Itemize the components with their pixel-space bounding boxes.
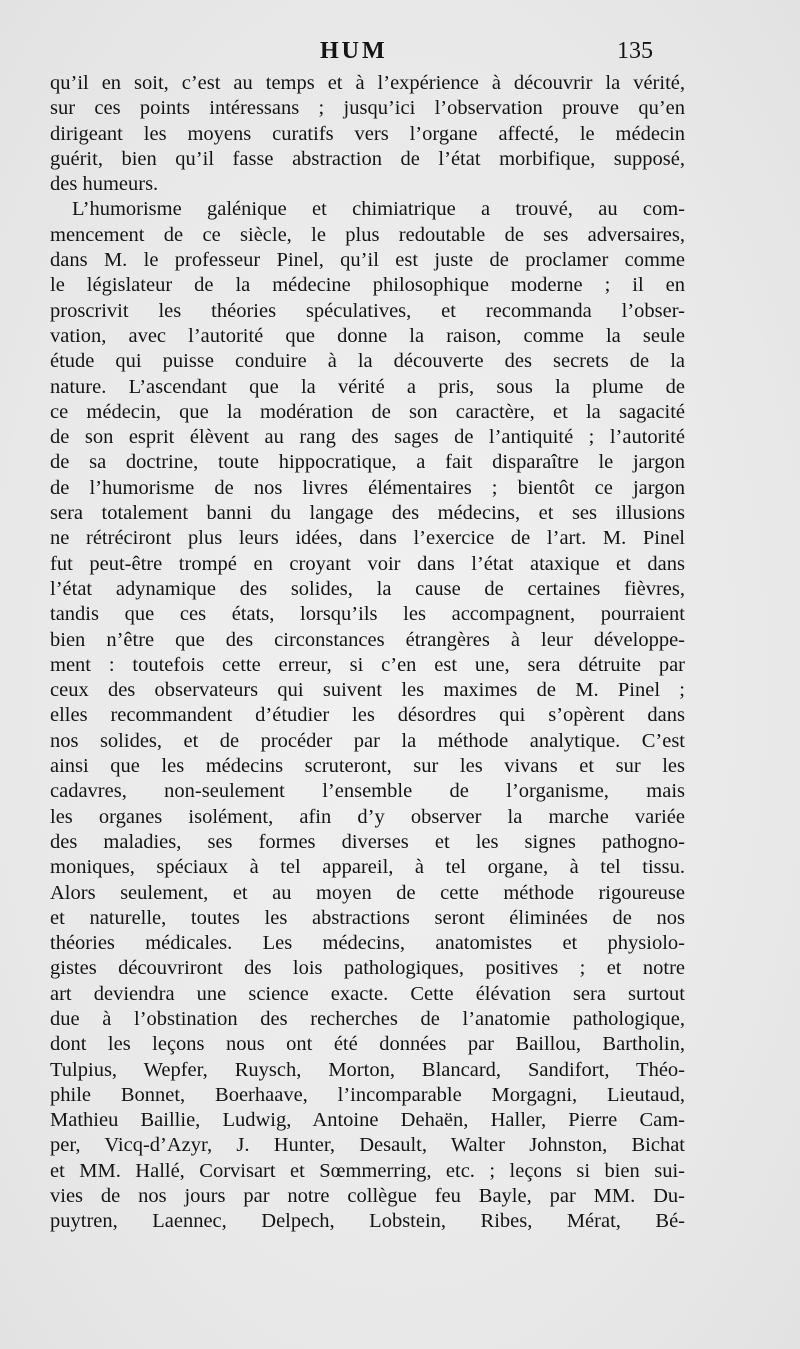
text-line: moniques, spéciaux à tel appareil, à tel organe, à tel tissu. [50,856,685,879]
text-line: qu’il en soit, c’est au temps et à l’expérience à découvrir la vérité, [50,72,685,94]
text-line: nos solides, et de procéder par la méthode analytique. C’est [50,729,685,752]
text-line: de son esprit élèvent au rang des sages de l’antiquité ; l’autorité [50,426,685,449]
text-line: le législateur de la médecine philosophique moderne ; il en [50,274,685,297]
text-line: cadavres, non-seulement l’ensemble de l’organisme, mais [50,780,685,803]
text-line: elles recommandent d’étudier les désordres qui s’opèrent dans [50,704,685,727]
text-line: dirigeant les moyens curatifs vers l’organe affecté, le médecin [50,122,685,145]
text-line: nature. L’ascendant que la vérité a pris, sous la plume de [50,375,685,398]
running-head [0,38,800,68]
text-line: Mathieu Baillie, Ludwig, Antoine Dehaën, Haller, Pierre Cam- [50,1109,685,1132]
text-line: proscrivit les théories spéculatives, et recommanda l’obser- [50,299,685,322]
text-line: des humeurs. [50,173,159,196]
text-line: l’état adynamique des solides, la cause de certaines fièvres, [50,577,685,600]
text-line: mencement de ce siècle, le plus redoutable de ses adversaires, [50,223,685,246]
text-line: phile Bonnet, Boerhaave, l’incomparable Morgagni, Lieutaud, [50,1083,685,1106]
text-line: ce médecin, que la modération de son caractère, et la sagacité [50,400,685,423]
text-line: et naturelle, toutes les abstractions seront éliminées de nos [50,906,685,929]
text-line: art deviendra une science exacte. Cette élévation sera surtout [50,982,685,1005]
text-line: théories médicales. Les médecins, anatomistes et physiolo- [50,932,685,955]
body-text [50,71,685,1235]
text-line: puytren, Laennec, Delpech, Lobstein, Ribes, Mérat, Bé- [50,1210,685,1233]
text-line: sur ces points intéressans ; jusqu’ici l’observation prouve qu’en [50,97,685,120]
text-line: de l’humorisme de nos livres élémentaires ; bientôt ce jargon [50,476,685,499]
text-line: ainsi que les médecins scruteront, sur les vivans et sur les [50,755,685,778]
text-line: vation, avec l’autorité que donne la raison, comme la seule [50,324,685,347]
text-line: tandis que ces états, lorsqu’ils les accompagnent, pourraient [50,603,685,626]
text-line: et MM. Hallé, Corvisart et Sœmmerring, etc. ; leçons si bien sui- [50,1159,685,1182]
text-line: étude qui puisse conduire à la découverte des secrets de la [50,350,685,373]
page-number: 135 [617,38,653,64]
text-line: due à l’obstination des recherches de l’anatomie pathologique, [50,1007,685,1030]
text-line: ceux des observateurs qui suivent les maximes de M. Pinel ; [50,679,685,702]
text-line: sera totalement banni du langage des médecins, et ses illusions [50,502,685,525]
text-line: ne rétréciront plus leurs idées, dans l’exercice de l’art. M. Pinel [50,527,685,550]
running-title: HUM [320,38,388,64]
text-line: Alors seulement, et au moyen de cette méthode rigoureuse [50,881,685,904]
text-line: dans M. le professeur Pinel, qu’il est juste de proclamer comme [50,249,685,272]
text-line: Tulpius, Wepfer, Ruysch, Morton, Blancard, Sandifort, Théo- [50,1058,685,1081]
text-line: dont les leçons nous ont été données par Baillou, Bartholin, [50,1033,685,1056]
text-line: fut peut-être trompé en croyant voir dans l’état ataxique et dans [50,552,685,575]
text-line: vies de nos jours par notre collègue feu Bayle, par MM. Du- [50,1185,685,1208]
text-line: guérit, bien qu’il fasse abstraction de l’état morbifique, supposé, [50,147,685,170]
text-line: les organes isolément, afin d’y observer la marche variée [50,805,685,828]
text-line: bien n’être que des circonstances étrangères à leur développe- [50,628,685,651]
text-line: ment : toutefois cette erreur, si c’en est une, sera détruite par [50,653,685,676]
text-line: L’humorisme galénique et chimiatrique a trouvé, au com- [72,198,685,221]
text-line: de sa doctrine, toute hippocratique, a fait disparaître le jargon [50,451,685,474]
text-line: per, Vicq-d’Azyr, J. Hunter, Desault, Walter Johnston, Bichat [50,1134,685,1157]
text-line: des maladies, ses formes diverses et les signes pathogno- [50,830,685,853]
text-line: gistes découvriront des lois pathologiques, positives ; et notre [50,957,685,980]
